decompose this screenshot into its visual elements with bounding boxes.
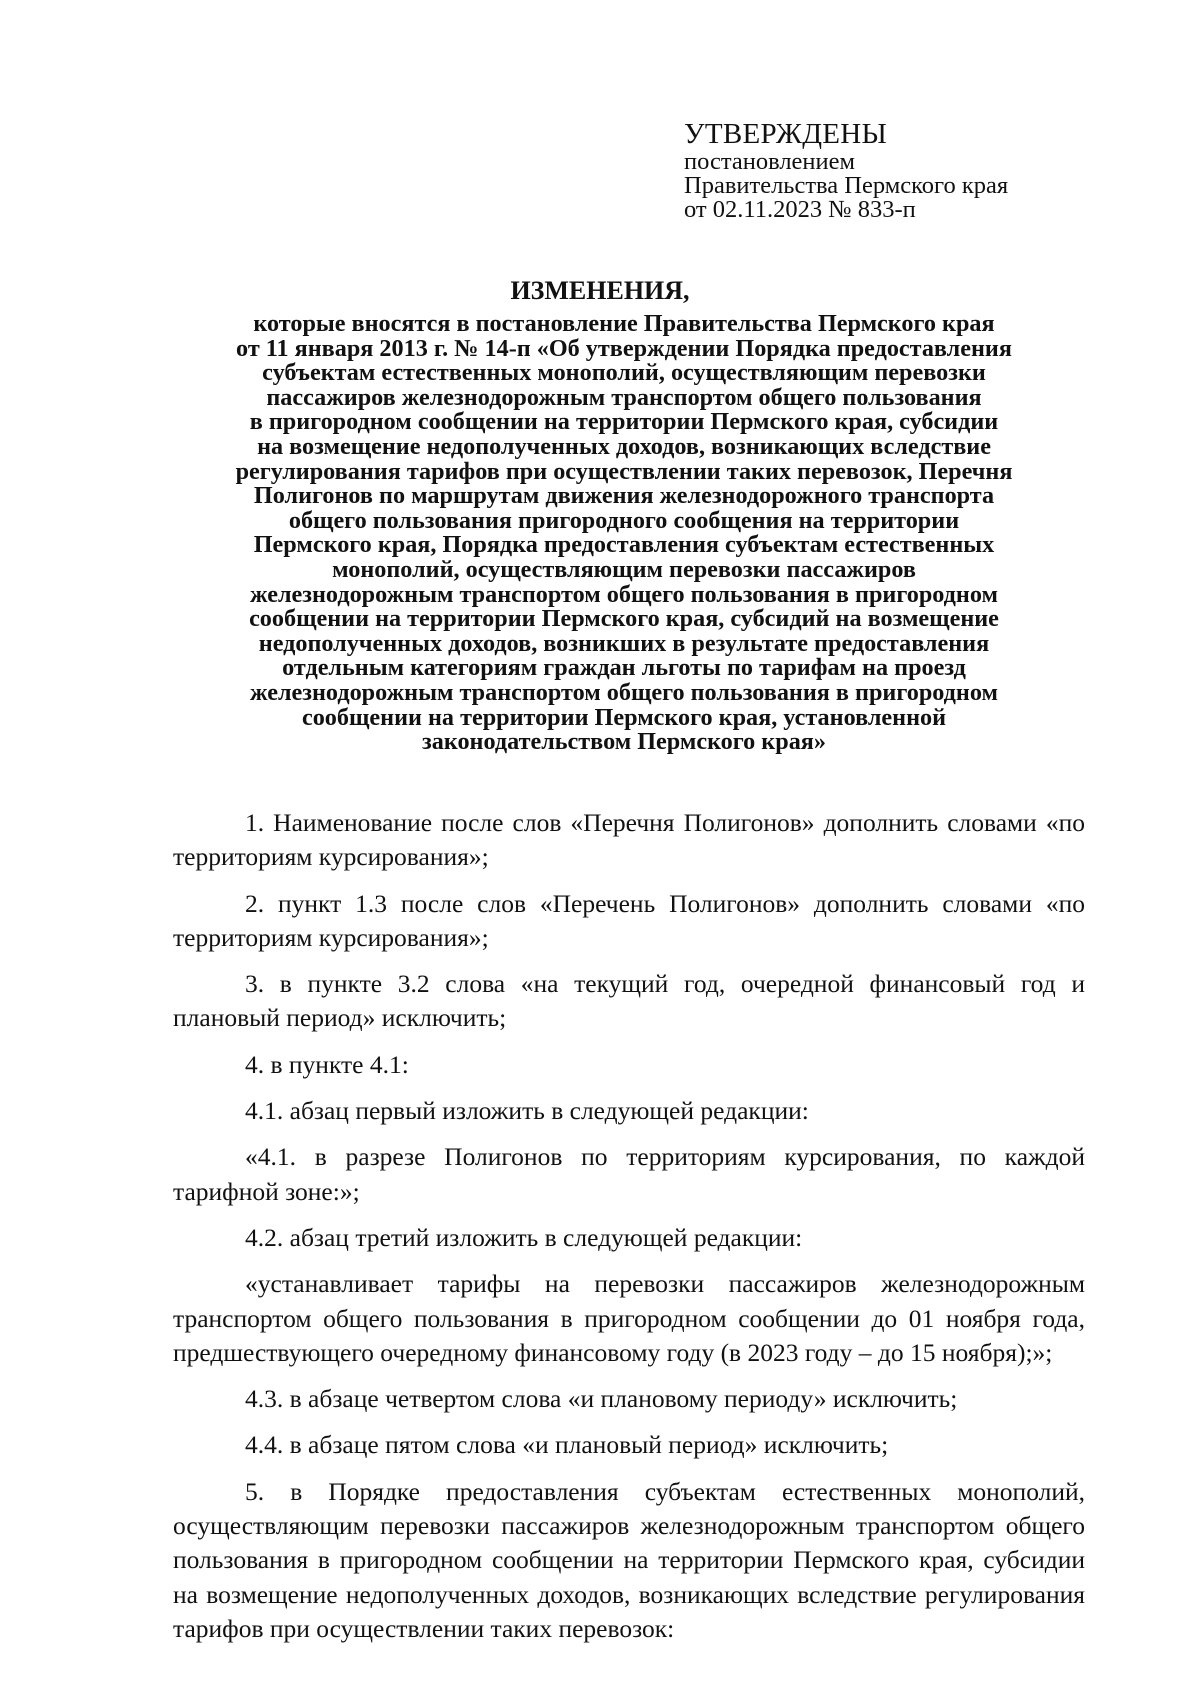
document-body bbox=[173, 806, 1085, 1658]
paragraph-4-2: 4.2. абзац третий изложить в следующей редакции: bbox=[245, 1222, 803, 1252]
approval-stamp-block bbox=[684, 118, 1104, 222]
subtitle-line: субъектам естественных монополий, осуществляющим перевозки bbox=[262, 359, 986, 387]
subtitle-line: сообщении на территории Пермского края, установленной bbox=[301, 703, 947, 731]
approval-line-2: Правительства Пермского края bbox=[684, 172, 1009, 199]
subtitle-line: пассажиров железнодорожным транспортом общего пользования bbox=[266, 383, 982, 411]
paragraph-4-3: 4.3. в абзаце четвертом слова «и плановому периоду» исключить; bbox=[245, 1384, 958, 1414]
approval-line-1: постановлением bbox=[684, 148, 856, 175]
subtitle-line: Полигонов по маршрутам движения железнодорожного транспорта bbox=[253, 482, 995, 510]
approval-line-3: от 02.11.2023 № 833-п bbox=[684, 196, 916, 223]
paragraph-3: 3. в пункте 3.2 слова «на текущий год, очередной финансовый год и плановый период» исключить; bbox=[173, 969, 1085, 1033]
approval-title: УТВЕРЖДЕНЫ bbox=[684, 118, 888, 150]
subtitle-line: сообщении на территории Пермского края, субсидий на возмещение bbox=[249, 605, 999, 633]
document-subtitle bbox=[163, 312, 1085, 755]
subtitle-line: которые вносятся в постановление Правительства Пермского края bbox=[253, 310, 995, 337]
subtitle-line: монополий, осуществляющим перевозки пассажиров bbox=[332, 555, 916, 583]
paragraph-4-2-quote: «устанавливает тарифы на перевозки пассажиров железнодорожным транспортом общего пользования в пригородном сообщении до 01 ноября года, предшествующего очередному финансовому году (в 2023 году – до 15 ноября);»; bbox=[173, 1269, 1085, 1367]
subtitle-line: в пригородном сообщении на территории Пермского края, субсидии bbox=[249, 408, 999, 436]
subtitle-line: от 11 января 2013 г. № 14-п «Об утверждении Порядка предоставления bbox=[236, 334, 1012, 362]
paragraph-1: 1. Наименование после слов «Перечня Полигонов» дополнить словами «по территориям курсирования»; bbox=[173, 808, 1085, 872]
subtitle-line: общего пользования пригородного сообщения на территории bbox=[288, 506, 960, 534]
subtitle-line: регулирования тарифов при осуществлении таких перевозок, Перечня bbox=[235, 457, 1013, 485]
subtitle-line: железнодорожным транспортом общего пользования в пригородном bbox=[250, 580, 998, 608]
subtitle-line: законодательством Пермского края» bbox=[422, 728, 826, 756]
subtitle-line: недополученных доходов, возникших в результате предоставления bbox=[258, 629, 990, 657]
subtitle-line: Пермского края, Порядка предоставления субъектам естественных bbox=[253, 531, 995, 559]
paragraph-5: 5. в Порядке предоставления субъектам естественных монополий, осуществляющим перевозки пассажиров железнодорожным транспортом общего пользования в пригородном сообщении на территории Пермского края, субсидии на возмещение недополученных доходов, возникающих вследствие регулирования тарифов при осуществлении таких перевозок: bbox=[173, 1476, 1085, 1643]
paragraph-4-1: 4.1. абзац первый изложить в следующей редакции: bbox=[245, 1096, 809, 1126]
subtitle-line: на возмещение недополученных доходов, возникающих вследствие bbox=[257, 432, 991, 460]
paragraph-4-4: 4.4. в абзаце пятом слова «и плановый период» исключить; bbox=[245, 1430, 889, 1460]
subtitle-line: железнодорожным транспортом общего пользования в пригородном bbox=[250, 678, 998, 706]
document-heading: ИЗМЕНЕНИЯ, bbox=[510, 276, 690, 305]
paragraph-4: 4. в пункте 4.1: bbox=[245, 1049, 409, 1079]
subtitle-line: отдельным категориям граждан льготы по тарифам на проезд bbox=[282, 654, 966, 682]
paragraph-4-1-quote: «4.1. в разрезе Полигонов по территориям курсирования, по каждой тарифной зоне:»; bbox=[173, 1142, 1085, 1206]
paragraph-2: 2. пункт 1.3 после слов «Перечень Полигонов» дополнить словами «по территориям курсирования»; bbox=[173, 888, 1085, 952]
